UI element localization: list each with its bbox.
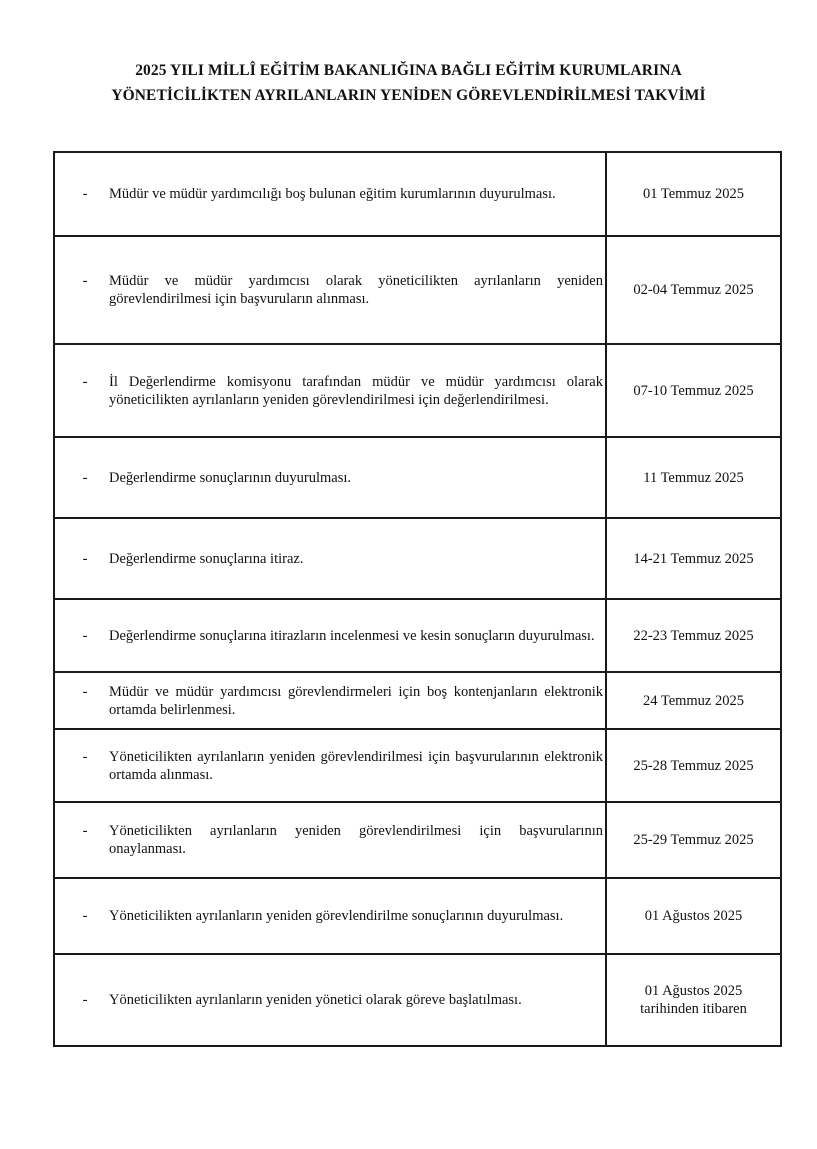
date-text: 07-10 Temmuz 2025 — [633, 382, 754, 399]
bullet-dash: - — [82, 550, 88, 567]
table-row — [54, 802, 781, 878]
description-text: Yöneticilikten ayrılanların yeniden yönetici olarak göreve başlatılması. — [109, 992, 522, 1008]
date-cell — [606, 672, 781, 729]
bullet-dash: - — [82, 823, 88, 839]
description-text: İl Değerlendirme komisyonu tarafından müdür ve müdür yardımcısı olarak yöneticilikten ayrılanların yeniden görevlendirilmesi için değerlendirilmesi. — [109, 373, 603, 408]
description-cell — [54, 236, 606, 344]
date-text: 01 Ağustos 2025 — [644, 908, 743, 924]
description-cell — [54, 518, 606, 599]
table-row — [54, 672, 781, 729]
date-cell — [606, 344, 781, 437]
document-title — [0, 58, 817, 108]
date-cell — [606, 729, 781, 802]
date-text: 24 Temmuz 2025 — [642, 692, 744, 709]
table-row — [54, 236, 781, 344]
bullet-dash: - — [82, 373, 88, 390]
date-cell — [606, 878, 781, 954]
date-cell — [606, 236, 781, 344]
date-cell — [606, 954, 781, 1046]
description-cell — [54, 152, 606, 236]
date-text: 14-21 Temmuz 2025 — [633, 550, 754, 567]
date-text: 01 Ağustos 2025 — [644, 983, 743, 999]
bullet-dash: - — [82, 908, 88, 924]
description-text: Değerlendirme sonuçlarına itirazların incelenmesi ve kesin sonuçların duyurulması. — [109, 627, 595, 644]
description-cell — [54, 954, 606, 1046]
description-text: Müdür ve müdür yardımcısı görevlendirmeleri için boş kontenjanların elektronik ortamda belirlenmesi. — [109, 683, 603, 718]
date-text: 02-04 Temmuz 2025 — [633, 282, 754, 298]
table-row — [54, 518, 781, 599]
date-cell — [606, 518, 781, 599]
table-row — [54, 954, 781, 1046]
date-cell — [606, 152, 781, 236]
description-cell — [54, 729, 606, 802]
bullet-dash: - — [82, 627, 88, 644]
description-text: Yöneticilikten ayrılanların yeniden görevlendirilmesi için başvurularının elektronik ortamda alınması. — [109, 748, 603, 783]
table-row — [54, 599, 781, 672]
description-text: Değerlendirme sonuçlarının duyurulması. — [109, 469, 352, 486]
bullet-dash: - — [82, 683, 88, 700]
bullet-dash: - — [82, 186, 88, 202]
description-cell — [54, 672, 606, 729]
table-row — [54, 437, 781, 518]
date-text: 01 Temmuz 2025 — [642, 186, 744, 202]
bullet-dash: - — [82, 273, 88, 289]
description-cell — [54, 437, 606, 518]
table-row — [54, 152, 781, 236]
schedule-table — [53, 151, 782, 1047]
bullet-dash: - — [82, 748, 88, 765]
date-text: 25-29 Temmuz 2025 — [633, 832, 754, 848]
date-text: 22-23 Temmuz 2025 — [633, 627, 754, 644]
date-note: tarihinden itibaren — [640, 1001, 747, 1017]
table-row — [54, 878, 781, 954]
description-text: Müdür ve müdür yardımcısı olarak yöneticilikten ayrılanların yeniden görevlendirilmesi için başvuruların alınması. — [109, 273, 603, 307]
description-text: Yöneticilikten ayrılanların yeniden görevlendirilme sonuçlarının duyurulması. — [109, 908, 564, 924]
bullet-dash: - — [82, 469, 88, 486]
date-cell — [606, 599, 781, 672]
date-text: 11 Temmuz 2025 — [643, 469, 744, 486]
description-cell — [54, 344, 606, 437]
bullet-dash: - — [82, 992, 88, 1008]
date-cell — [606, 802, 781, 878]
description-text: Yöneticilikten ayrılanların yeniden görevlendirilmesi için başvurularının onaylanması. — [109, 823, 603, 857]
description-cell — [54, 802, 606, 878]
description-cell — [54, 599, 606, 672]
date-text: 25-28 Temmuz 2025 — [633, 757, 754, 774]
title-line-2: YÖNETİCİLİKTEN AYRILANLARIN YENİDEN GÖREVLENDİRİLMESİ TAKVİMİ — [111, 87, 706, 104]
title-line-1: 2025 YILI MİLLÎ EĞİTİM BAKANLIĞINA BAĞLI EĞİTİM KURUMLARINA — [135, 62, 682, 79]
date-cell — [606, 437, 781, 518]
table-row — [54, 344, 781, 437]
table-row — [54, 729, 781, 802]
description-cell — [54, 878, 606, 954]
description-text: Değerlendirme sonuçlarına itiraz. — [109, 550, 304, 567]
description-text: Müdür ve müdür yardımcılığı boş bulunan eğitim kurumlarının duyurulması. — [109, 186, 556, 202]
